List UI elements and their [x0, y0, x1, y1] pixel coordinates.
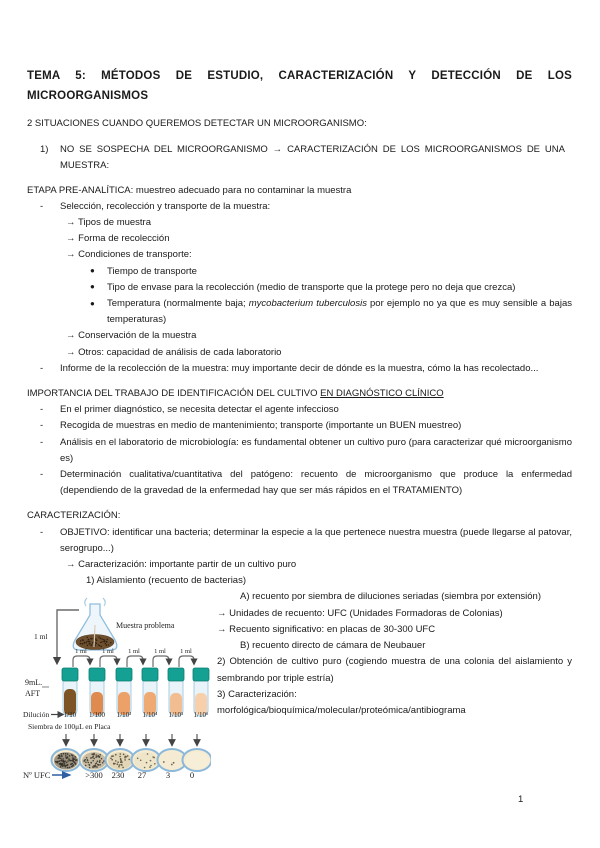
characterization-heading: CARACTERIZACIÓN:	[27, 510, 121, 522]
flask-label: Muestra problema	[116, 621, 175, 631]
diluent-name-label: AFT	[25, 689, 41, 699]
dilution-series-figure	[21, 597, 211, 790]
right-text-column	[211, 589, 572, 719]
importance-heading: IMPORTANCIA DEL TRABAJO DE IDENTIFICACIÓN DEL CULTIVO EN DIAGNÓSTICO CLÍNICO	[27, 388, 444, 400]
dilution-value: 1/10⁵	[168, 711, 184, 720]
step-a-line: A) recuento por siembra de diluciones seriadas (siembra por extensión)	[240, 591, 541, 603]
dilution-value: 1/10	[63, 711, 77, 720]
flask-icon	[73, 598, 117, 650]
list-item: - Informe de la recolección de la muestra: muy importante decir de dónde es la muestra, cómo la has recolectado...	[27, 361, 572, 377]
dash-marker: -	[40, 200, 44, 212]
petri-dishes	[52, 749, 212, 771]
plating-label: Siembra de 100μL en Placa	[28, 722, 111, 732]
diluent-volume-label: 9mL.	[25, 678, 43, 688]
ufc-value: 230	[111, 770, 125, 781]
list-item: - En el primer diagnóstico, se necesita detectar el agente infeccioso	[27, 402, 572, 418]
step-1-aislamiento: 1) Aislamiento (recuento de bacterias)	[86, 575, 246, 587]
dilution-series-diagram	[21, 597, 211, 785]
bullet-marker: ●	[90, 298, 95, 308]
ufc-value: 3	[165, 770, 171, 781]
dash-marker: -	[40, 469, 44, 481]
transfer-volume-label: 1 ml	[75, 648, 87, 656]
list-item: → Tipos de muestra	[66, 217, 152, 229]
ufc-value: 0	[189, 770, 195, 781]
list-item: - OBJETIVO: identificar una bacteria; determinar la especie a la que pertenece nuestra muestra (puede llegarse al patovar, serogrupo...)	[40, 526, 572, 554]
ufc-value: 27	[137, 770, 147, 781]
bullet-marker: ●	[90, 282, 95, 292]
ufc-value: >300	[85, 770, 103, 781]
dash-marker: -	[40, 404, 44, 416]
list-item: ● Tiempo de transporte	[27, 264, 572, 280]
list-item: → Caracterización: importante partir de un cultivo puro	[66, 559, 297, 571]
dilution-value: 1/100	[89, 711, 105, 720]
transfer-volume-label: 1 ml	[154, 648, 166, 656]
list-item: - Selección, recolección y transporte de la muestra:	[27, 199, 572, 215]
list-item: → Unidades de recuento: UFC (Unidades Formadoras de Colonias)	[217, 607, 503, 619]
numbered-item-1	[27, 142, 565, 174]
list-item: → Conservación de la muestra	[66, 330, 197, 342]
list-item: → Forma de recolección	[66, 233, 170, 245]
plating-arrows	[66, 734, 197, 743]
preanalytic-heading: ETAPA PRE-ANALÍTICA: muestreo adecuado para no contaminar la muestra	[27, 184, 352, 196]
numbered-item-1-text: NO SE SOSPECHA DEL MICROORGANISMO → CARACTERIZACIÓN DE LOS MICROORGANISMOS DE UNA MUESTRA:	[60, 144, 565, 172]
list-item: → Otros: capacidad de análisis de cada laboratorio	[66, 346, 282, 358]
step-2-line: 2) Obtención de cultivo puro (cogiendo muestra de una colonia del aislamiento y sembrando por triple estría)	[217, 656, 572, 684]
test-tubes	[62, 668, 209, 716]
dilution-row-label: Dilución	[23, 710, 50, 720]
tube-transfer-arrows	[73, 656, 194, 667]
list-item: → Condiciones de transporte:	[66, 249, 192, 261]
dilution-value: 1/10⁶	[193, 711, 209, 720]
page-number: 1	[518, 794, 524, 805]
italic-species-name: mycobacterium tuberculosis	[248, 298, 367, 310]
situations-line: 2 SITUACIONES CUANDO QUEREMOS DETECTAR UN MICROORGANISMO:	[27, 118, 367, 129]
step-3-line: 3) Caracterización:	[217, 688, 297, 700]
page-title: TEMA 5: MÉTODOS DE ESTUDIO, CARACTERIZACIÓN Y DETECCIÓN DE LOS MICROORGANISMOS	[27, 70, 572, 102]
item-number: 1)	[40, 144, 49, 156]
dilution-value: 1/10³	[116, 711, 132, 720]
dash-marker: -	[40, 436, 44, 448]
list-item: ● Temperatura (normalmente baja; mycobacterium tuberculosis por ejemplo no ya que es muy sensible a bajas temperaturas)	[27, 296, 572, 328]
list-item: → Recuento significativo: en placas de 30-300 UFC	[217, 623, 436, 635]
step-b-line: B) recuento directo de cámara de Neubauer	[240, 640, 426, 652]
step-3-detail-line: morfológica/bioquímica/molecular/proteómica/antibiograma	[217, 704, 466, 716]
ufc-row-label: Nº UFC	[23, 770, 51, 781]
transfer-volume-label: 1 ml	[128, 648, 140, 656]
list-item: - Determinación cualitativa/cuantitativa del patógeno: recuento de microorganismo que produce la enfermedad (dependiendo de la gravedad de la enfermedad hay que ser más rápidos en el TRATAMIENTO)	[40, 469, 572, 497]
bullet-marker: ●	[90, 266, 95, 276]
transfer-volume-label: 1 ml	[34, 632, 48, 642]
underlined-heading-part: EN DIAGNÓSTICO CLÍNICO	[320, 388, 444, 400]
dash-marker: -	[40, 526, 44, 538]
figure-and-text-block	[23, 589, 572, 790]
transfer-volume-label: 1 ml	[102, 648, 114, 656]
dilution-value: 1/10⁴	[142, 711, 158, 720]
dash-marker: -	[40, 420, 44, 432]
list-item: - Recogida de muestras en medio de mantenimiento; transporte (importante un BUEN muestreo)	[27, 418, 572, 434]
list-item: ● Tipo de envase para la recolección (medio de transporte que la protege pero no deja que crezca)	[27, 280, 572, 296]
transfer-volume-label: 1 ml	[180, 648, 192, 656]
dash-marker: -	[40, 362, 44, 374]
list-item: - Análisis en el laboratorio de microbiología: es fundamental obtener un cultivo puro (para caracterizar qué microorganismo es)	[40, 436, 572, 464]
